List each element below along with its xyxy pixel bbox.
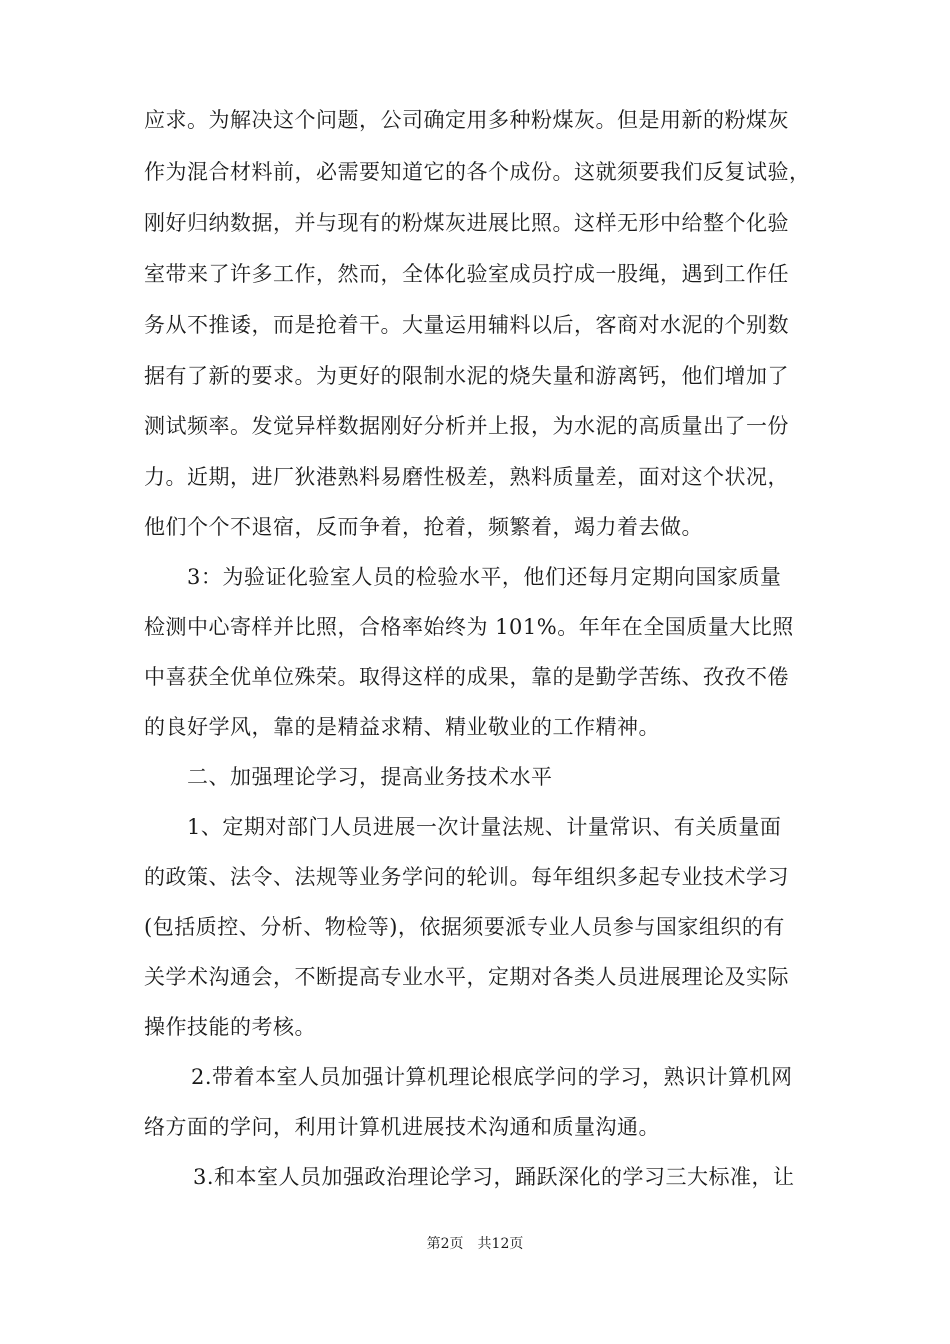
text-line: 室带来了许多工作，然而，全体化验室成员拧成一股绳，遇到工作任 [144,262,789,286]
text-line: 的政策、法令、法规等业务学问的轮训。每年组织多起专业技术学习 [144,865,789,889]
text-line: 的良好学风，靠的是精益求精、精业敬业的工作精神。 [144,715,660,739]
paragraph-start-line: 3.和本室人员加强政治理论学习，踊跃深化的学习三大标准，让 [193,1165,795,1189]
text-line: 测试频率。发觉异样数据刚好分析并上报，为水泥的高质量出了一份 [144,414,789,438]
page-number: 第2页 [426,1236,464,1252]
paragraph-start-line: 3：为验证化验室人员的检验水平，他们还每月定期向国家质量 [187,565,782,589]
text-line: 他们个个不退宿，反而争着，抢着，频繁着，竭力着去做。 [144,515,703,539]
text-line: 关学术沟通会，不断提高专业水平，定期对各类人员进展理论及实际 [144,965,789,989]
paragraph-start-line: 1、定期对部门人员进展一次计量法规、计量常识、有关质量面 [187,815,782,839]
paragraph-start-line: 2.带着本室人员加强计算机理论根底学问的学习，熟识计算机网 [191,1065,793,1089]
text-line: 应求。为解决这个问题，公司确定用多种粉煤灰。但是用新的粉煤灰 [144,108,789,132]
text-line: 作为混合材料前，必需要知道它的各个成份。这就须要我们反复试验， [144,160,811,184]
text-line: 中喜获全优单位殊荣。取得这样的成果，靠的是勤学苦练、孜孜不倦 [144,665,789,689]
text-line: 据有了新的要求。为更好的限制水泥的烧失量和游离钙，他们增加了 [144,364,789,388]
page-footer [0,1235,950,1253]
text-line: 力。近期，进厂狄港熟料易磨性极差，熟料质量差，面对这个状况， [144,465,789,489]
section-heading: 二、加强理论学习，提高业务技术水平 [187,765,553,789]
text-line: 务从不推诿，而是抢着干。大量运用辅料以后，客商对水泥的个别数 [144,313,789,337]
text-line: (包括质控、分析、物检等)，依据须要派专业人员参与国家组织的有 [144,915,785,939]
text-line: 检测中心寄样并比照，合格率始终为 101%。年年在全国质量大比照 [144,615,794,639]
text-line: 操作技能的考核。 [144,1015,316,1039]
text-line: 刚好归纳数据，并与现有的粉煤灰进展比照。这样无形中给整个化验 [144,211,789,235]
text-line: 络方面的学问，利用计算机进展技术沟通和质量沟通。 [144,1115,660,1139]
page-total: 共12页 [477,1236,524,1252]
